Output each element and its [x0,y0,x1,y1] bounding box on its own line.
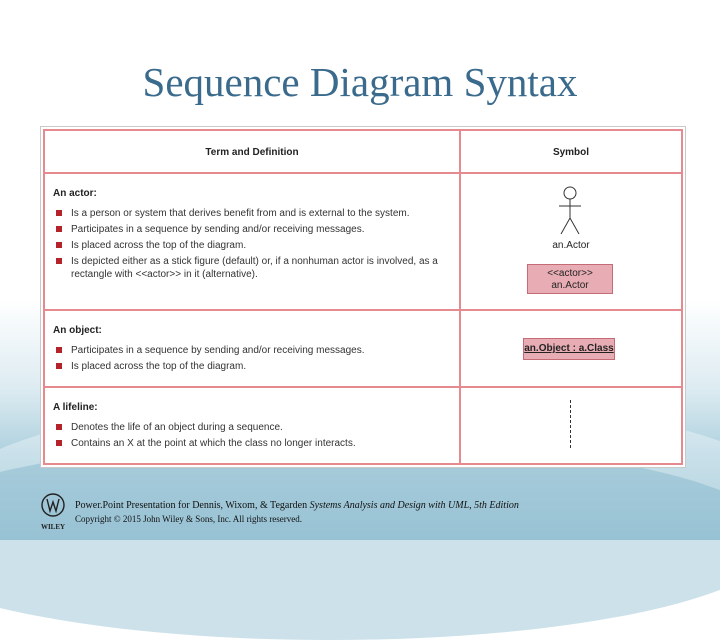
object-symbol: an.Object : a.Class [523,338,615,360]
table-row-lifeline [45,388,681,463]
list-item: Participates in a sequence by sending and/or receiving messages. [55,223,455,236]
object-definition-cell [45,311,461,386]
header-symbol: Symbol [552,147,590,158]
header-term-cell [45,131,461,172]
footer-citation [75,500,519,511]
actor-stereotype: <<actor>> [547,268,593,279]
header-term: Term and Definition [205,147,299,158]
actor-rectangle-symbol [527,264,613,294]
footer-citation-book: Systems Analysis and Design with UML, 5th Edition [309,500,519,511]
slide-title: Sequence Diagram Syntax [142,59,578,105]
header-symbol-cell [461,131,681,172]
list-item: Is a person or system that derives benefit from and is external to the system. [55,207,455,220]
lifeline-symbol [570,400,571,448]
syntax-table [40,126,686,468]
footer-copyright: Copyright © 2015 John Wiley & Sons, Inc. All rights reserved. [75,514,303,524]
lifeline-bullets [55,421,455,453]
footer-citation-plain: Power.Point Presentation for Dennis, Wixom, & Tegarden [75,500,310,511]
background-wave-dark [0,440,720,640]
actor-definition-cell [45,174,461,309]
object-term: An object: [53,325,102,336]
lifeline-symbol-cell [461,388,681,463]
list-item: Denotes the life of an object during a sequence. [55,421,455,434]
table-row-object [45,311,681,388]
lifeline-definition-cell [45,388,461,463]
table-header-row [45,131,681,174]
actor-symbol-cell [461,174,681,309]
list-item: Contains an X at the point at which the class no longer interacts. [55,437,455,450]
wiley-logo-icon [38,492,68,532]
object-symbol-cell [461,311,681,386]
list-item: Is depicted either as a stick figure (default) or, if a nonhuman actor is involved, as a rectangle with <<actor>> in it (alternative). [55,255,455,281]
list-item: Is placed across the top of the diagram. [55,360,455,373]
actor-symbol-label: an.Actor [552,240,590,251]
wiley-logo-text: WILEY [40,523,66,531]
actor-box-name: an.Actor [551,280,589,291]
object-bullets [55,344,455,376]
lifeline-term: A lifeline: [53,402,98,413]
actor-bullets [55,207,455,284]
list-item: Is placed across the top of the diagram. [55,239,455,252]
stick-figure-icon [556,186,584,238]
table-row-actor [45,174,681,311]
actor-term: An actor: [53,188,97,199]
syntax-table-inner [43,129,683,465]
list-item: Participates in a sequence by sending and/or receiving messages. [55,344,455,357]
